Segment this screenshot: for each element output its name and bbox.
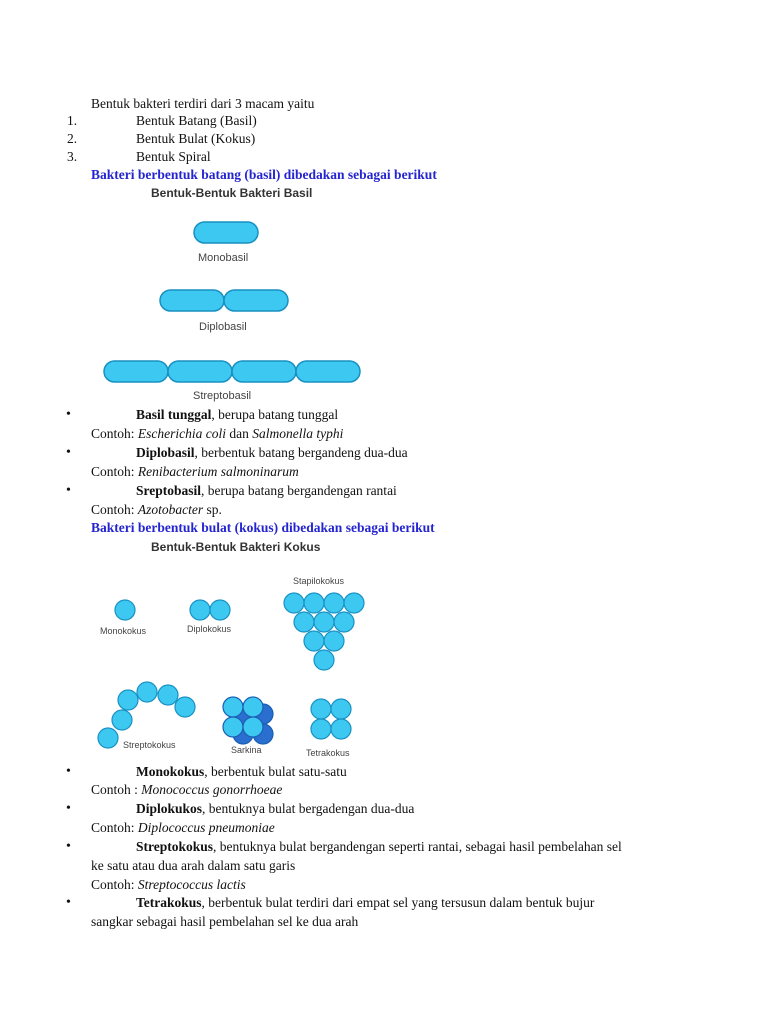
diplokokus-cell	[190, 600, 210, 620]
bullet: •	[66, 445, 71, 460]
type-spiral: Bentuk Spiral	[136, 149, 211, 164]
bullet: •	[66, 801, 71, 816]
sarkina-label: Sarkina	[231, 745, 262, 755]
list-number: 1.	[67, 113, 78, 128]
basil-example-streptobasil: Contoh: Azotobacter sp.	[91, 502, 222, 517]
list-number: 3.	[67, 149, 78, 164]
basil-figure-title: Bentuk-Bentuk Bakteri Basil	[151, 186, 313, 200]
kokus-example-diplokokus: Contoh: Diplococcus pneumoniae	[91, 820, 275, 835]
streptobasil-label: Streptobasil	[193, 390, 252, 402]
type-basil: Bentuk Batang (Basil)	[136, 113, 257, 128]
monobasil-label: Monobasil	[198, 252, 249, 264]
kokus-example-streptokokus: Contoh: Streptococcus lactis	[91, 877, 246, 892]
basil-example-tunggal: Contoh: Escherichia coli dan Salmonella typhi	[91, 426, 344, 441]
basil-example-diplobasil: Contoh: Renibacterium salmoninarum	[91, 464, 299, 479]
kokus-figure-title: Bentuk-Bentuk Bakteri Kokus	[151, 540, 321, 554]
diplokokus-label: Diplokokus	[187, 624, 232, 634]
stapilokokus-label: Stapilokokus	[293, 576, 345, 586]
bullet: •	[66, 895, 71, 910]
type-kokus: Bentuk Bulat (Kokus)	[136, 131, 256, 146]
kokus-item-streptokokus: Streptokokus, bentuknya bulat bergandengan seperti rantai, sebagai hasil pembelahan sel	[136, 839, 622, 854]
kokus-example-monokokus: Contoh : Monococcus gonorrhoeae	[91, 782, 283, 797]
kokus-heading: Bakteri berbentuk bulat (kokus) dibedakan sebagai berikut	[91, 520, 435, 535]
basil-item-tunggal: Basil tunggal, berupa batang tunggal	[136, 407, 339, 422]
kokus-item-tetrakokus-cont: sangkar sebagai hasil pembelahan sel ke dua arah	[91, 914, 359, 929]
kokus-item-monokokus: Monokokus, berbentuk bulat satu-satu	[136, 764, 347, 779]
bullet: •	[66, 764, 71, 779]
bullet: •	[66, 407, 71, 422]
monokokus-label: Monokokus	[100, 626, 147, 636]
bullet: •	[66, 839, 71, 854]
diplobasil-label: Diplobasil	[199, 321, 247, 333]
kokus-item-tetrakokus: Tetrakokus, berbentuk bulat terdiri dari empat sel yang tersusun dalam bentuk bujur	[136, 895, 595, 910]
monokokus-cell	[115, 600, 135, 620]
list-number: 2.	[67, 131, 78, 146]
diplokokus-cell	[210, 600, 230, 620]
kokus-item-streptokokus-cont: ke satu atau dua arah dalam satu garis	[91, 858, 296, 873]
bullet: •	[66, 483, 71, 498]
intro-text: Bentuk bakteri terdiri dari 3 macam yaitu	[91, 96, 315, 111]
basil-heading: Bakteri berbentuk batang (basil) dibedakan sebagai berikut	[91, 167, 437, 182]
kokus-item-diplokokus: Diplokukos, bentuknya bulat bergadengan dua-dua	[136, 801, 415, 816]
streptokokus-label: Streptokokus	[123, 740, 176, 750]
basil-item-diplobasil: Diplobasil, berbentuk batang bergandeng dua-dua	[136, 445, 408, 460]
tetrakokus-label: Tetrakokus	[306, 748, 350, 758]
basil-item-streptobasil: Sreptobasil, berupa batang bergandengan rantai	[136, 483, 397, 498]
